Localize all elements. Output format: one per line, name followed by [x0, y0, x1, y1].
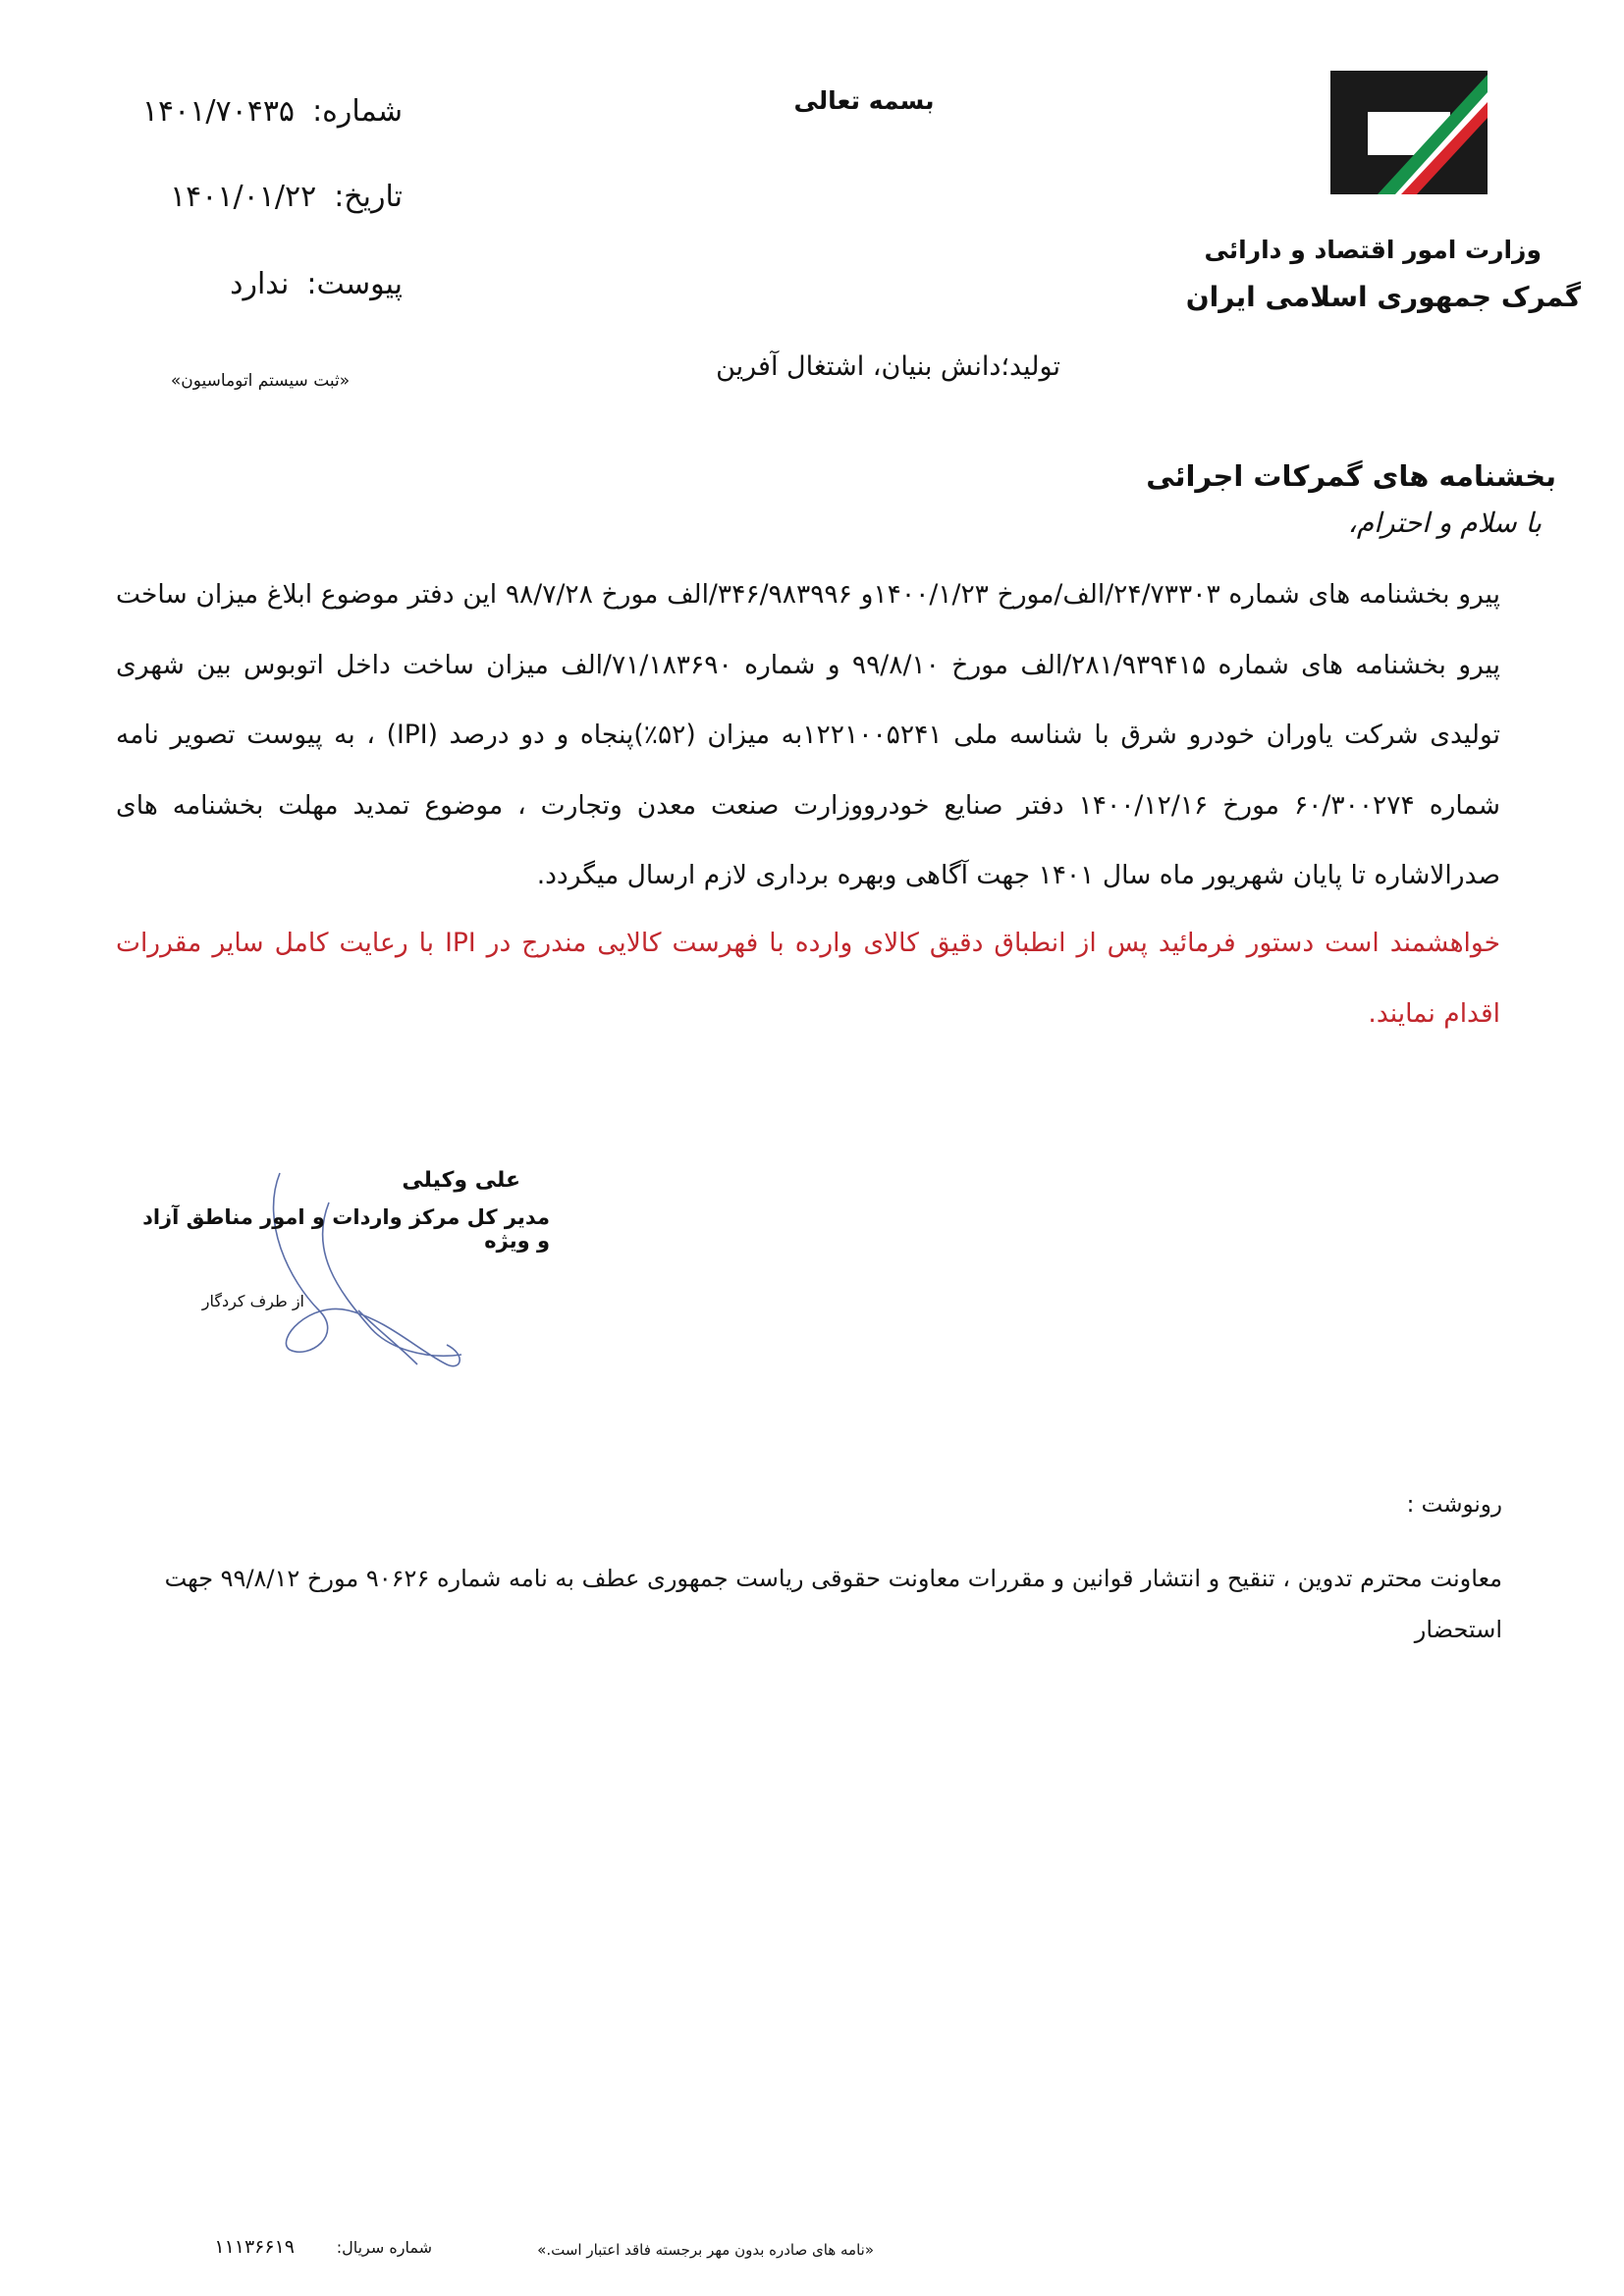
letter-date	[88, 180, 403, 214]
ministry-name: وزارت امور اقتصاد و دارائی	[1204, 236, 1542, 264]
serial-number: ۱۱۱۳۶۶۱۹	[214, 2236, 295, 2258]
organization-name: گمرک جمهوری اسلامی ایران	[1185, 281, 1581, 313]
cc-recipient: معاونت محترم تدوین ، تنقیح و انتشار قوانین و مقررات معاونت حقوقی ریاست جمهوری عطف به نامه شماره ۹۰۶۲۶ مورخ ۹۹/۸/۱۲ جهت استحضار	[164, 1565, 1502, 1643]
date-value: ۱۴۰۱/۰۱/۲۲	[170, 180, 317, 214]
instruction-paragraph: خواهشمند است دستور فرمائید پس از انطباق دقیق کالای وارده با فهرست کالایی مندرج در IPI با رعایت کامل سایر مقررات اقدام نمایند.	[116, 928, 1500, 1029]
date-label: تاریخ:	[334, 180, 403, 214]
validity-footnote: «نامه های صادره بدون مهر برجسته فاقد اعتبار است.»	[537, 2241, 874, 2259]
signatory-name: علی وکیلی	[402, 1168, 520, 1193]
signature-scribble	[250, 1163, 476, 1379]
greeting: با سلام و احترام،	[1347, 507, 1542, 539]
letter-number	[88, 94, 403, 129]
customs-logo	[1330, 71, 1488, 194]
signatory-title: مدیر کل مرکز واردات و امور مناطق آزاد و ویژه	[142, 1205, 550, 1253]
main-paragraph: پیرو بخشنامه های شماره ۲۴/۷۳۳۰۳/الف/مورخ ۱۴۰۰/۱/۲۳و ۳۴۶/۹۸۳۹۹۶/الف مورخ ۹۸/۷/۲۸ این دفتر موضوع ابلاغ میزان ساخت پیرو بخشنامه های شماره ۲۸۱/۹۳۹۴۱۵/الف مورخ ۹۹/۸/۱۰ و شماره ۷۱/۱۸۳۶۹۰/الف میزان ساخت داخل اتوبوس بین شهری تولیدی شرکت یاوران خودرو شرق با شناسه ملی ۱۲۲۱۰۰۵۲۴۱به میزان (۵۲٪)پنجاه و دو درصد (IPI) ، به پیوست تصویر نامه شماره ۶۰/۳۰۰۲۷۴ مورخ ۱۴۰۰/۱۲/۱۶ دفتر صنایع خودرووزارت صنعت معدن وتجارت ، موضوع تمدید مهلت بخشنامه های صدرالاشاره تا پایان شهریور ماه سال ۱۴۰۱ جهت آگاهی وبهره برداری لازم ارسال میگردد.	[116, 579, 1501, 890]
year-slogan: تولید؛دانش بنیان، اشتغال آفرین	[716, 351, 1060, 382]
number-value: ۱۴۰۱/۷۰۴۳۵	[141, 94, 296, 129]
document-title: بخشنامه های گمرکات اجرائی	[1146, 459, 1556, 493]
cc-label: رونوشت :	[1406, 1492, 1502, 1518]
serial-label: شماره سریال:	[336, 2238, 432, 2257]
basmala: بسمه تعالی	[793, 86, 935, 115]
on-behalf-note: از طرف کردگار	[201, 1292, 304, 1310]
attachment-value: ندارد	[230, 267, 290, 301]
number-label: شماره:	[312, 94, 403, 129]
letter-attachment	[88, 267, 403, 301]
attachment-label: پیوست:	[306, 267, 403, 301]
automation-registration-note: «ثبت سیستم اتوماسیون»	[170, 371, 351, 391]
